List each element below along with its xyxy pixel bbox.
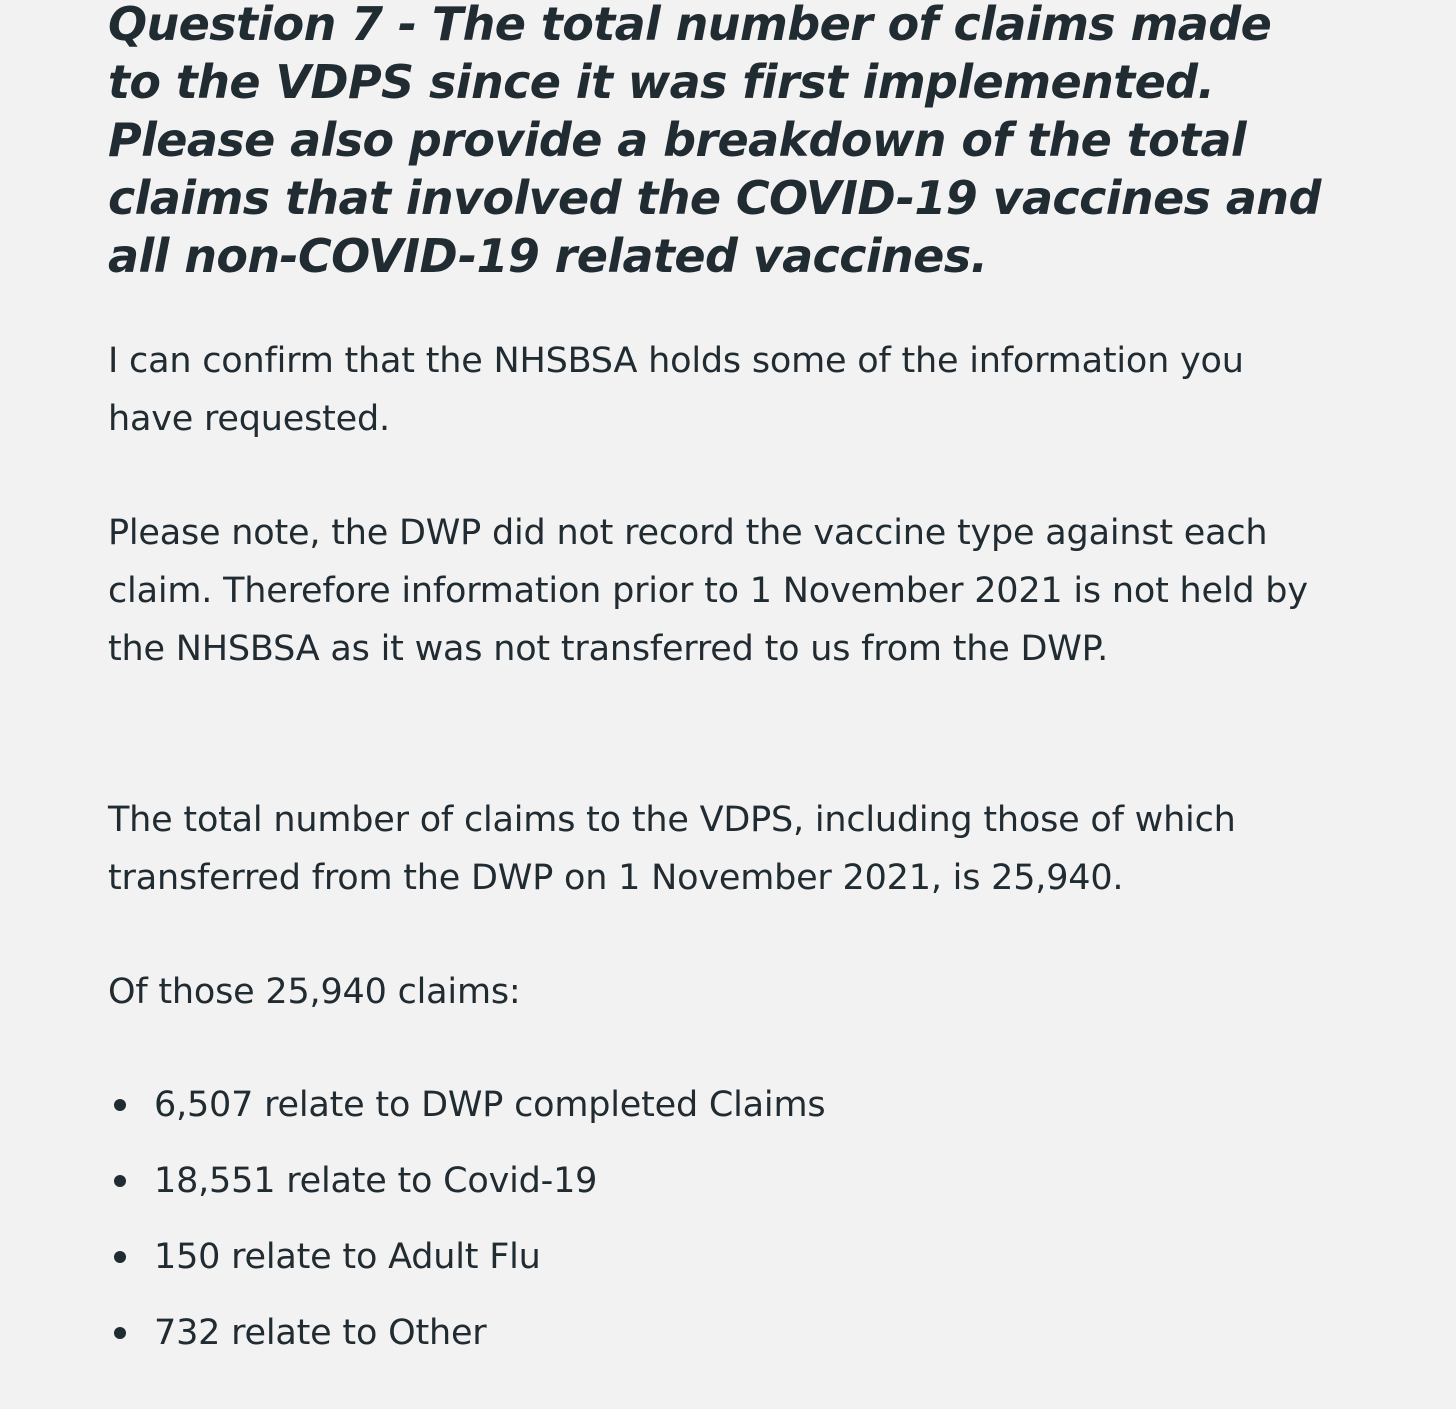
confirm-paragraph: I can confirm that the NHSBSA holds some of the information you have requested. — [108, 341, 1244, 439]
list-item — [108, 1226, 825, 1302]
list-item — [108, 1302, 825, 1378]
note-paragraph: Please note, the DWP did not record the vaccine type against each claim. Therefore information prior to 1 November 2021 is not held by the NHSBSA as it was not transferred to us from the DWP. — [108, 513, 1308, 669]
of-those-paragraph: Of those 25,940 claims: — [108, 972, 521, 1012]
list-item — [108, 1150, 825, 1226]
bullet-icon — [114, 1327, 126, 1339]
question-heading: Question 7 - The total number of claims made to the VDPS since it was first implemented. Please also provide a breakdown of the total claims that involved the COVID-19 vaccines and all non-COVID-19 related vaccines. — [108, 0, 1321, 283]
bullet-icon — [114, 1251, 126, 1263]
list-item-text: 18,551 relate to Covid-19 — [154, 1161, 598, 1201]
claims-breakdown-list — [108, 1074, 825, 1378]
list-item — [108, 1074, 825, 1150]
bullet-icon — [114, 1099, 126, 1111]
bullet-icon — [114, 1175, 126, 1187]
list-item-text: 6,507 relate to DWP completed Claims — [154, 1085, 826, 1125]
list-item-text: 732 relate to Other — [154, 1313, 487, 1353]
document-page — [108, 0, 1338, 1353]
list-item-text: 150 relate to Adult Flu — [154, 1237, 541, 1277]
total-paragraph: The total number of claims to the VDPS, including those of which transferred from the DWP on 1 November 2021, is 25,940. — [108, 800, 1236, 898]
